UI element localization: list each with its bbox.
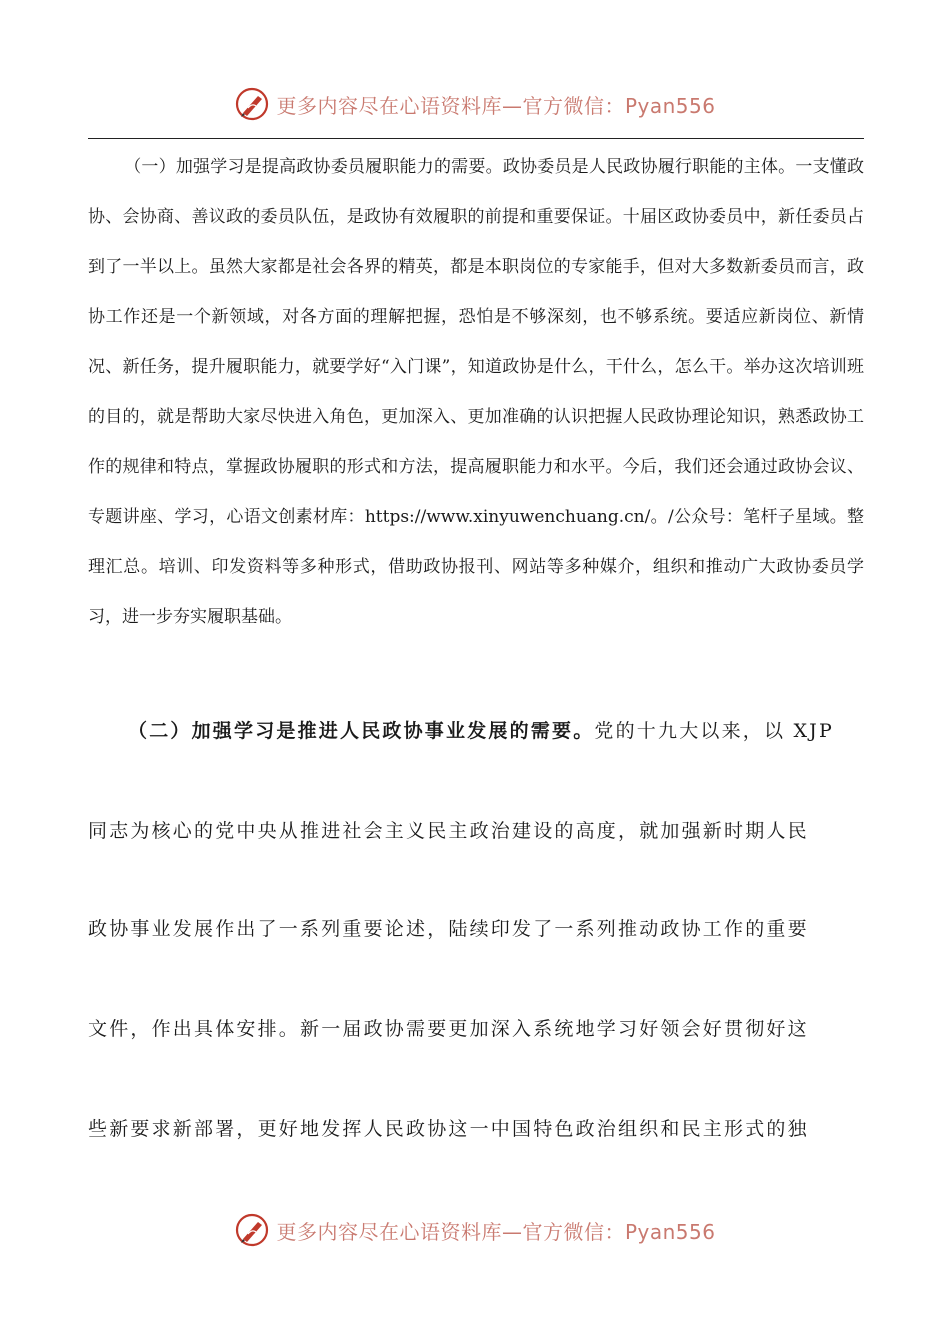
section2-line-1 — [88, 716, 864, 743]
section1-paragraph — [88, 142, 864, 642]
pen-logo-icon — [234, 1212, 270, 1248]
pen-logo-icon — [234, 86, 270, 122]
section2-line-4: 文件，作出具体安排。新一届政协需要更加深入系统地学习好领会好贯彻好这 — [88, 1018, 809, 1040]
section2-line1-rest: 党的十九大以来，以 XJP — [594, 720, 834, 742]
header-divider — [88, 138, 864, 139]
section1-text: （一）加强学习是提高政协委员履职能力的需要。政协委员是人民政协履行职能的主体。一支懂政协、会协商、善议政的委员队伍，是政协有效履职的前提和重要保证。十届区政协委员中，新任委员占到了一半以上。虽然大家都是社会各界的精英，都是本职岗位的专家能手，但对大多数新委员而言，政协工作还是一个新领域，对各方面的理解把握，恐怕是不够深刻，也不够系统。要适应新岗位、新情况、新任务，提升履职能力，就要学好“入门课”，知道政协是什么，干什么，怎么干。举办这次培训班的目的，就是帮助大家尽快进入角色，更加深入、更加准确的认识把握人民政协理论知识，熟悉政协工作的规律和特点，掌握政协履职的形式和方法，提高履职能力和水平。今后，我们还会通过政协会议、专题讲座、学习，心语文创素材库：https://www.xinyuwenchuang.cn/。/公众号：笔杆子星域。整理汇总。培训、印发资料等多种形式，借助政协报刊、网站等多种媒介，组织和推动广大政协委员学习，进一步夯实履职基础。 — [88, 157, 864, 627]
header-banner — [0, 84, 950, 124]
section2-line-3: 政协事业发展作出了一系列重要论述，陆续印发了一系列推动政协工作的重要 — [88, 918, 809, 940]
footer-banner-text: 更多内容尽在心语资料库—官方微信：Pyan556 — [276, 1219, 716, 1244]
section2-line-5: 些新要求新部署，更好地发挥人民政协这一中国特色政治组织和民主形式的独 — [88, 1118, 809, 1140]
section2-line-2: 同志为核心的党中央从推进社会主义民主政治建设的高度，就加强新时期人民 — [88, 820, 809, 842]
footer-banner — [0, 1210, 950, 1250]
header-banner-text: 更多内容尽在心语资料库—官方微信：Pyan556 — [276, 93, 716, 118]
section2-heading: （二）加强学习是推进人民政协事业发展的需要。 — [128, 720, 595, 742]
